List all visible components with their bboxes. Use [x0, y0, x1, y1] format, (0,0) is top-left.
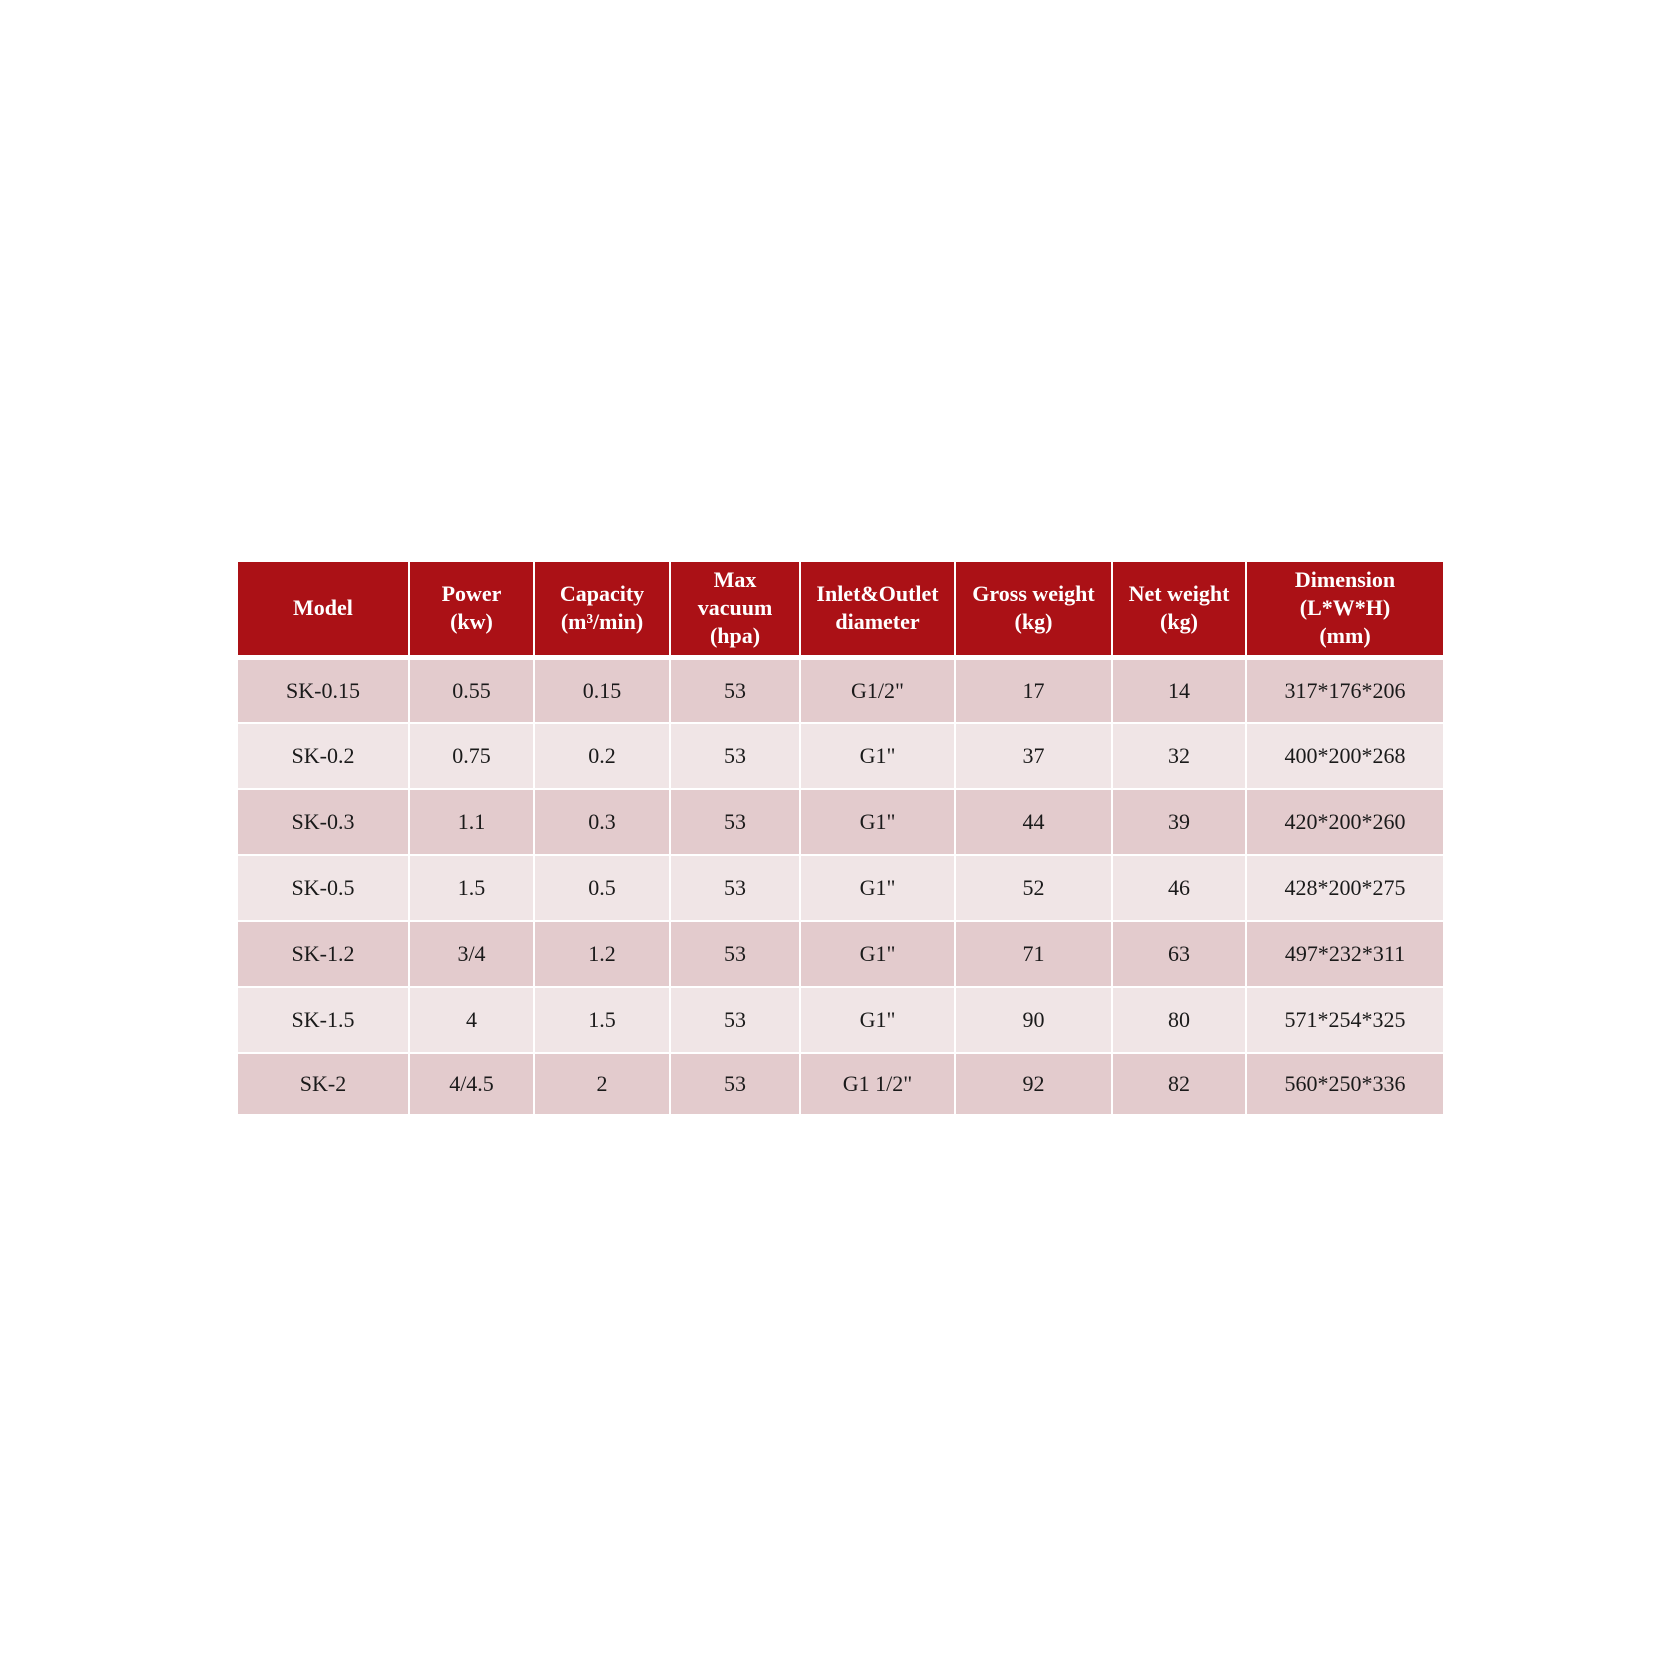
table-body	[237, 657, 1444, 1115]
cell-dimension: 497*232*311	[1246, 921, 1444, 987]
cell-max-vacuum: 53	[670, 855, 800, 921]
header-dimension	[1246, 561, 1444, 657]
cell-diameter: G1/2"	[800, 657, 955, 723]
cell-dimension: 400*200*268	[1246, 723, 1444, 789]
cell-model: SK-0.5	[237, 855, 409, 921]
header-line: Gross weight	[972, 581, 1095, 607]
header-line: vacuum	[697, 595, 773, 621]
header-line: Max	[713, 567, 757, 593]
spec-table-container	[236, 560, 1443, 1116]
cell-gross-weight: 90	[955, 987, 1112, 1053]
cell-max-vacuum: 53	[670, 1053, 800, 1115]
header-line: diameter	[835, 609, 920, 635]
header-line: (mm)	[1319, 623, 1371, 649]
cell-capacity: 2	[534, 1053, 670, 1115]
header-row	[237, 561, 1444, 657]
spec-table	[236, 560, 1445, 1116]
cell-power: 0.55	[409, 657, 534, 723]
cell-gross-weight: 52	[955, 855, 1112, 921]
header-line: (L*W*H)	[1299, 595, 1391, 621]
header-line: Net weight	[1128, 581, 1230, 607]
cell-diameter: G1"	[800, 855, 955, 921]
cell-capacity: 1.2	[534, 921, 670, 987]
header-line: Dimension	[1294, 567, 1396, 593]
cell-model: SK-2	[237, 1053, 409, 1115]
cell-net-weight: 32	[1112, 723, 1246, 789]
cell-max-vacuum: 53	[670, 789, 800, 855]
cell-dimension: 571*254*325	[1246, 987, 1444, 1053]
cell-diameter: G1"	[800, 789, 955, 855]
header-line: Model	[293, 595, 353, 621]
cell-max-vacuum: 53	[670, 657, 800, 723]
header-max-vacuum	[670, 561, 800, 657]
table-row	[237, 987, 1444, 1053]
cell-model: SK-0.3	[237, 789, 409, 855]
table-row	[237, 855, 1444, 921]
cell-net-weight: 82	[1112, 1053, 1246, 1115]
table-row	[237, 657, 1444, 723]
cell-model: SK-1.5	[237, 987, 409, 1053]
cell-model: SK-1.2	[237, 921, 409, 987]
header-net-weight	[1112, 561, 1246, 657]
cell-gross-weight: 92	[955, 1053, 1112, 1115]
cell-net-weight: 80	[1112, 987, 1246, 1053]
cell-model: SK-0.2	[237, 723, 409, 789]
header-line: Power	[441, 581, 502, 607]
cell-diameter: G1"	[800, 921, 955, 987]
cell-capacity: 1.5	[534, 987, 670, 1053]
table-row	[237, 789, 1444, 855]
cell-power: 4	[409, 987, 534, 1053]
cell-net-weight: 39	[1112, 789, 1246, 855]
header-line: (kg)	[1160, 609, 1198, 635]
cell-max-vacuum: 53	[670, 987, 800, 1053]
table-row	[237, 921, 1444, 987]
table-row	[237, 723, 1444, 789]
header-line: (kg)	[1014, 609, 1053, 635]
cell-diameter: G1"	[800, 987, 955, 1053]
cell-gross-weight: 37	[955, 723, 1112, 789]
cell-max-vacuum: 53	[670, 921, 800, 987]
cell-dimension: 420*200*260	[1246, 789, 1444, 855]
cell-gross-weight: 44	[955, 789, 1112, 855]
cell-power: 4/4.5	[409, 1053, 534, 1115]
cell-max-vacuum: 53	[670, 723, 800, 789]
header-capacity	[534, 561, 670, 657]
header-line: (m³/min)	[560, 609, 644, 635]
cell-capacity: 0.2	[534, 723, 670, 789]
cell-net-weight: 14	[1112, 657, 1246, 723]
cell-net-weight: 63	[1112, 921, 1246, 987]
header-inlet-outlet-diameter	[800, 561, 955, 657]
cell-dimension: 428*200*275	[1246, 855, 1444, 921]
header-line: Capacity	[559, 581, 645, 607]
cell-gross-weight: 17	[955, 657, 1112, 723]
cell-power: 1.1	[409, 789, 534, 855]
cell-diameter: G1 1/2"	[800, 1053, 955, 1115]
cell-power: 1.5	[409, 855, 534, 921]
cell-capacity: 0.15	[534, 657, 670, 723]
cell-power: 3/4	[409, 921, 534, 987]
cell-net-weight: 46	[1112, 855, 1246, 921]
header-power	[409, 561, 534, 657]
cell-capacity: 0.3	[534, 789, 670, 855]
cell-power: 0.75	[409, 723, 534, 789]
table-header	[237, 561, 1444, 657]
cell-capacity: 0.5	[534, 855, 670, 921]
cell-model: SK-0.15	[237, 657, 409, 723]
cell-dimension: 317*176*206	[1246, 657, 1444, 723]
header-line: (hpa)	[709, 623, 761, 649]
table-row	[237, 1053, 1444, 1115]
header-line: Inlet&Outlet	[816, 581, 939, 607]
cell-diameter: G1"	[800, 723, 955, 789]
header-gross-weight	[955, 561, 1112, 657]
cell-gross-weight: 71	[955, 921, 1112, 987]
cell-dimension: 560*250*336	[1246, 1053, 1444, 1115]
header-line: (kw)	[450, 609, 493, 635]
header-model	[237, 561, 409, 657]
